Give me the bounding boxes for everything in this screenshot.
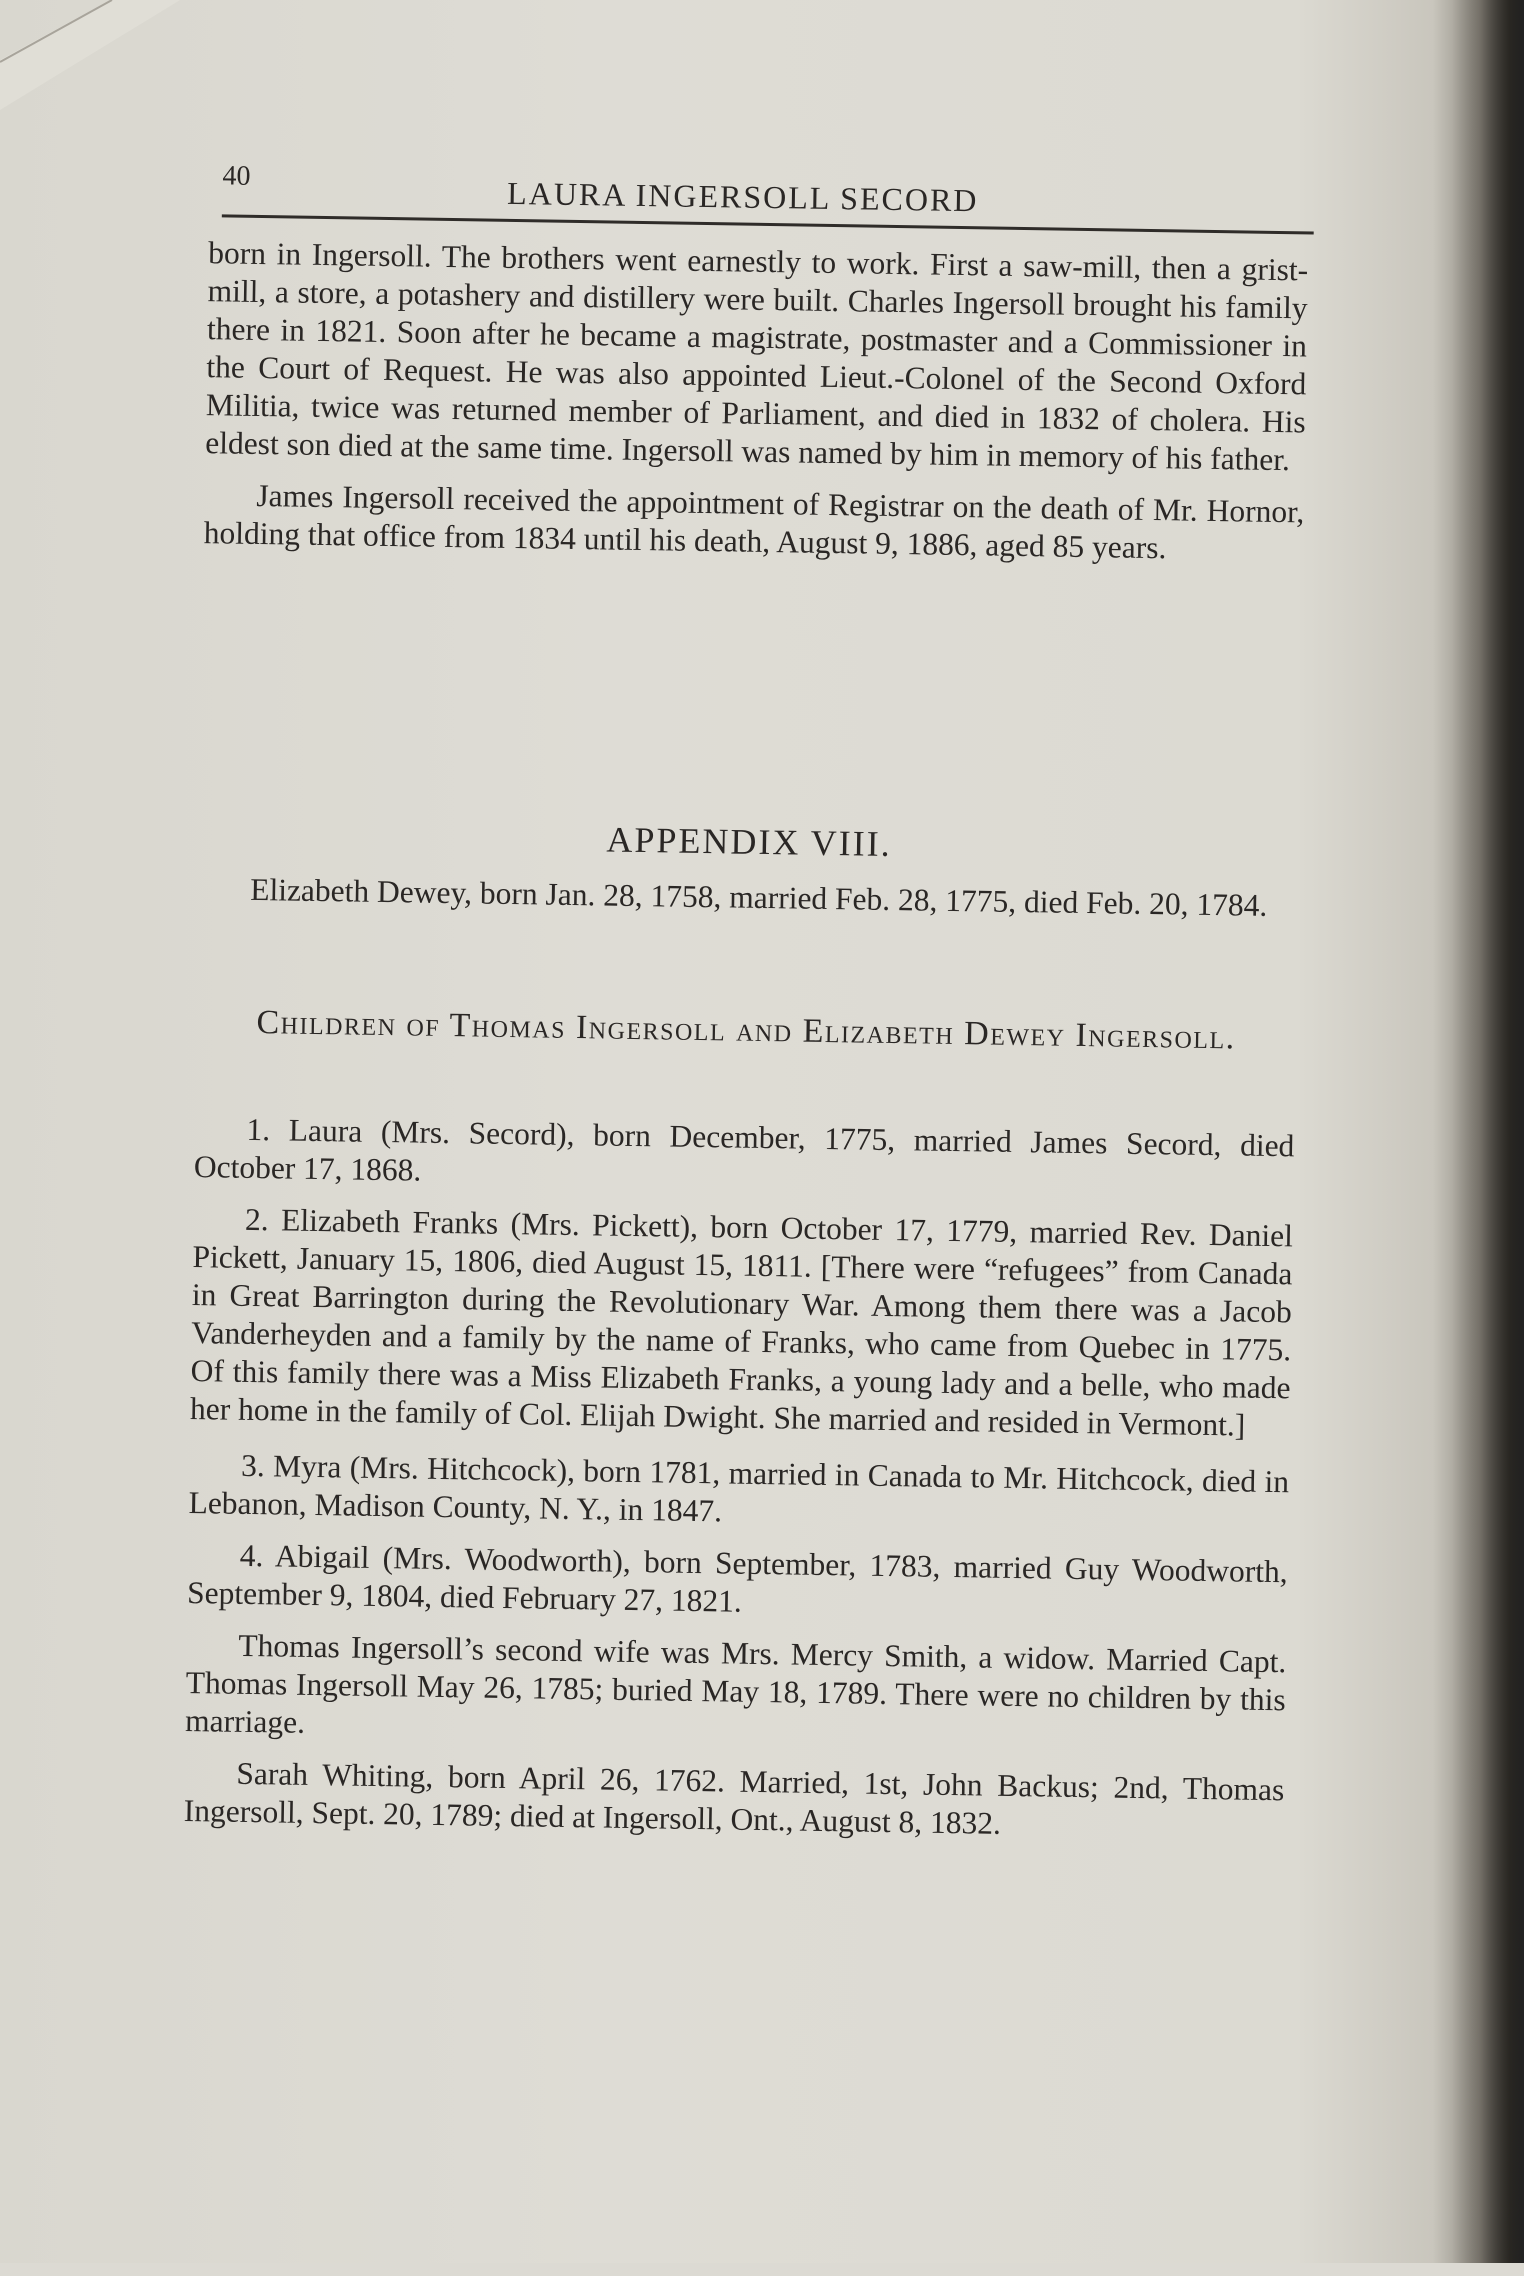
- child-entry-myra: 3. Myra (Mrs. Hitchcock), born 1781, married in Canada to Mr. Hitchcock, died in Lebanon, Madison County, N. Y., in 1847.: [188, 1447, 1290, 1529]
- running-head: [222, 160, 1323, 237]
- paragraph-charles-ingersoll: born in Ingersoll. The brothers went earnestly to work. First a saw-mill, then a grist-mill, a store, a potashery and distillery were built. Charles Ingersoll brought his family there in 1821. Soon after he became a magistrate, postmaster and a Commissioner in the Court of Request. He was also appointed Lieut.-Colonel of the Second Oxford Militia, twice was returned member of Parliament, and died in 1832 of cholera. His eldest son died at the same time. Ingersoll was named by him in memory of his father.: [204, 235, 1309, 478]
- appendix-intro-block: [198, 870, 1298, 925]
- child-entry-elizabeth: 2. Elizabeth Franks (Mrs. Pickett), born October 17, 1779, married Rev. Daniel Pickett, January 15, 1806, died August 15, 1811. [There were “refugees” from Canada in Great Barrington during the Revolutionary War. Among them there was a Jacob Vanderheyden and a family by the name of Franks, who came from Quebec in 1775. Of this family there was a Miss Elizabeth Franks, a young lady and a belle, who made her home in the family of Col. Elijah Dwight. She married and resided in Vermont.]: [189, 1201, 1294, 1443]
- appendix-title: APPENDIX VIII.: [606, 819, 893, 864]
- gutter-shadow: [1452, 0, 1524, 2263]
- second-wife-paragraph: Thomas Ingersoll’s second wife was Mrs. Mercy Smith, a widow. Married Capt. Thomas Ingersoll May 26, 1785; buried May 18, 1789. There were no children by this marriage.: [184, 1627, 1287, 1740]
- running-title: LAURA INGERSOLL SECORD: [506, 174, 979, 219]
- third-wife-paragraph: Sarah Whiting, born April 26, 1762. Married, 1st, John Backus; 2nd, Thomas Ingersoll, Sept. 20, 1789; died at Ingersoll, Ont., August 8, 1832.: [183, 1755, 1285, 1841]
- page-number: 40: [222, 160, 251, 192]
- children-heading: Children of Thomas Ingersoll and Elizabeth Dewey Ingersoll.: [256, 1004, 1236, 1057]
- children-list: [183, 1110, 1294, 1847]
- top-text-block: [204, 234, 1309, 569]
- paragraph-james-ingersoll: James Ingersoll received the appointment of Registrar on the death of Mr. Hornor, holding that office from 1834 until his death, August 9, 1886, aged 85 years.: [203, 477, 1305, 566]
- child-entry-laura: 1. Laura (Mrs. Secord), born December, 1775, married James Secord, died October 17, 1868.: [193, 1111, 1295, 1188]
- appendix-intro: Elizabeth Dewey, born Jan. 28, 1758, married Feb. 28, 1775, died Feb. 20, 1784.: [249, 871, 1268, 923]
- child-entry-abigail: 4. Abigail (Mrs. Woodworth), born September, 1783, married Guy Woodworth, September 9, 1804, died February 27, 1821.: [186, 1537, 1288, 1619]
